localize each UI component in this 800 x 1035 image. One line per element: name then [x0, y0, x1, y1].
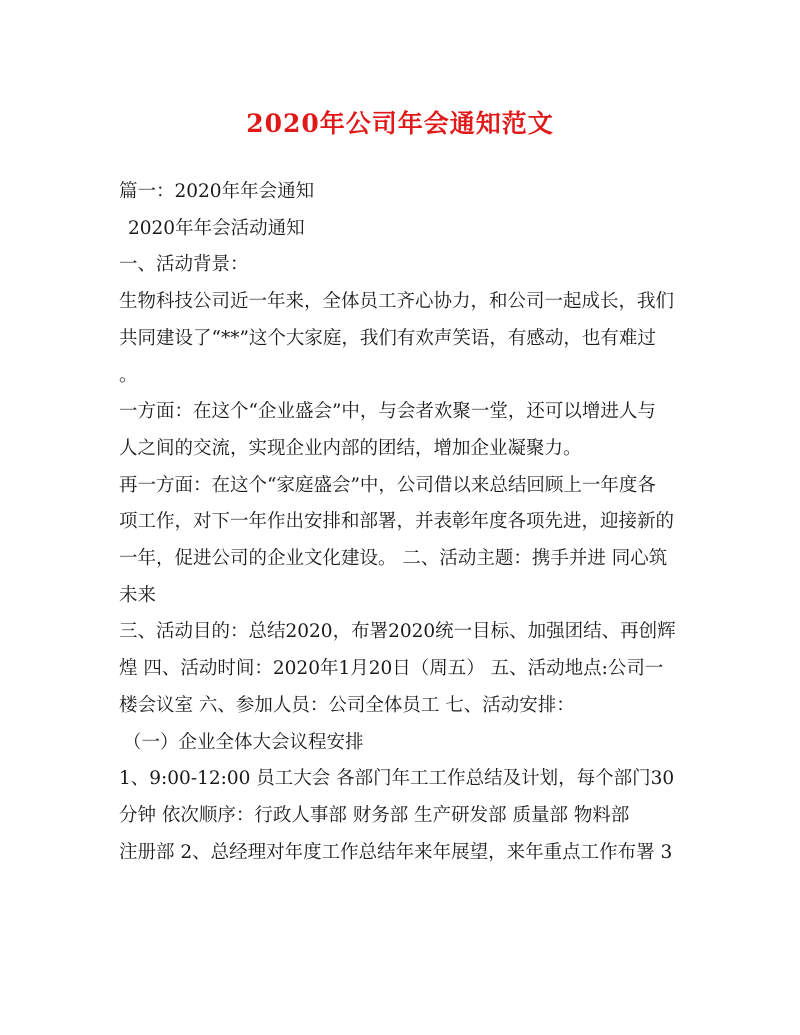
paragraph-line: 一方面：在这个“企业盛会”中，与会者欢聚一堂，还可以增进人与 [119, 401, 656, 423]
notice-heading: 2020年年会活动通知 [128, 217, 305, 239]
paragraph-line: 生物科技公司近一年来，全体员工齐心协力，和公司一起成长，我们 [119, 291, 675, 313]
paragraph-line: 三、活动目的：总结2020，布署2020统一目标、加强团结、再创辉 [119, 621, 676, 643]
paragraph-line: 煌 四、活动时间：2020年1月20日（周五） 五、活动地点:公司一 [119, 658, 664, 680]
section-heading: 篇一：2020年年会通知 [119, 181, 315, 202]
paragraph-line: 再一方面：在这个“家庭盛会”中，公司借以来总结回顾上一年度各 [119, 474, 656, 496]
paragraph-line: 共同建设了“**”这个大家庭，我们有欢声笑语，有感动，也有难过 [119, 327, 656, 349]
paragraph-line: 楼会议室 六、参加人员：公司全体员工 七、活动安排： [119, 694, 575, 716]
paragraph-line: 项工作，对下一年作出安排和部署，并表彰年度各项先进，迎接新的 [119, 511, 675, 533]
paragraph-line: 1、9:00-12:00 员工大会 各部门年工工作总结及计划，每个部门30 [119, 768, 675, 790]
paragraph-line: 。 [119, 364, 138, 386]
background-heading: 一、活动背景： [119, 254, 249, 276]
agenda-heading: （一）企业全体大会议程安排 [123, 731, 364, 753]
document-body [119, 174, 685, 871]
document-title: 2020年公司年会通知范文 [246, 109, 554, 138]
paragraph-line: 未来 [119, 584, 157, 606]
paragraph-line: 分钟 依次顺序：行政人事部 财务部 生产研发部 质量部 物料部 [119, 804, 630, 826]
paragraph-line: 人之间的交流，实现企业内部的团结，增加企业凝聚力。 [119, 437, 582, 459]
paragraph-line: 注册部 2、总经理对年度工作总结年来年展望，来年重点工作布署 3 [119, 841, 673, 863]
paragraph-line: 一年，促进公司的企业文化建设。 二、活动主题：携手并进 同心筑 [119, 548, 668, 570]
